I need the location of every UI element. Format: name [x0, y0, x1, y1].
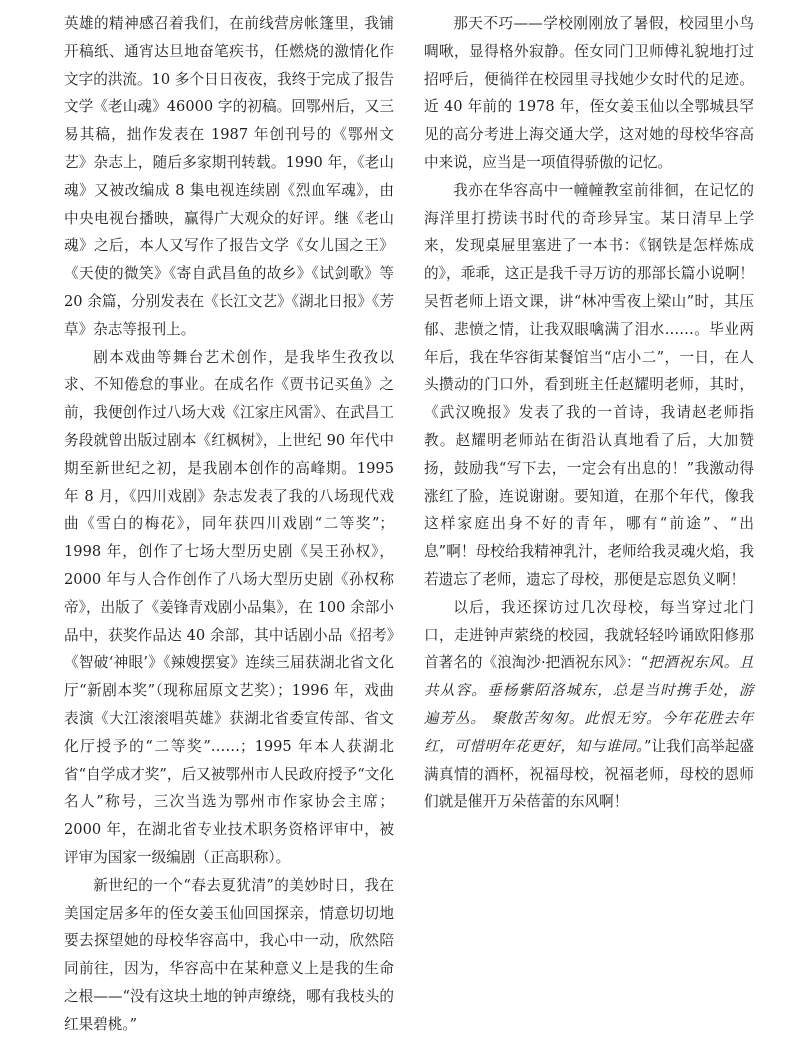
- paragraph: 英雄的精神感召着我们，在前线营房帐篷里，我铺开稿纸、通宵达旦地奋笔疾书，任燃烧的激情化作文字的洪流。10 多个日日夜夜，我终于完成了报告文学《老山魂》46000 字的初稿。回鄂州后，又三易其稿，拙作发表在 1987 年创刊号的《鄂州文艺》杂志上，随后多家期刊转载。1990 年，《老山魂》又被改编成 8 集电视连续剧《烈血军魂》，由中央电视台播映，赢得广大观众的好评。继《老山魂》之后，本人又写作了报告文学《女儿国之王》《天使的微笑》《寄自武昌鱼的故乡》《试剑歌》等 20 余篇，分别发表在《长江文艺》《湖北日报》《芳草》杂志等报刊上。: [64, 15, 394, 338]
- right-column: [424, 10, 754, 901]
- paragraph-with-poem: [424, 594, 754, 816]
- paragraph: 我亦在华容高中一幢幢教室前徘徊，在记忆的海洋里打捞读书时代的奇珍异宝。某日清早上学来，发现桌屉里塞进了一本书：《钢铁是怎样炼成的》，乖乖，这正是我千寻万访的那部长篇小说啊！吴哲老师上语文课，讲“林冲雪夜上梁山”时，其压郁、悲愤之情，让我双眼噙满了泪水……。毕业两年后，我在华容街某餐馆当“店小二”，一日，在人头攒动的门口外，看到班主任赵耀明老师，其时，《武汉晚报》发表了我的一首诗，我请赵老师指教。赵耀明老师站在街沿认真地看了后，大加赞扬，鼓励我“写下去，一定会有出息的！”我激动得涨红了脸，连说谢谢。要知道，在那个年代，像我这样家庭出身不好的青年，哪有“前途”、“出息”啊！母校给我精神乳汁，老师给我灵魂火焰，我若遗忘了老师，遗忘了母校，那便是忘恩负义啊！: [424, 181, 754, 588]
- paragraph: 新世纪的一个“春去夏犹清”的美妙时日，我在美国定居多年的侄女姜玉仙回国探亲，情意切切地要去探望她的母校华容高中，我心中一动，欣然陪同前往，因为，华容高中在某种意义上是我的生命之根——“没有这块土地的钟声缭绕，哪有我枝头的红果碧桃。”: [64, 876, 394, 1033]
- paragraph: 剧本戏曲等舞台艺术创作，是我毕生孜孜以求、不知倦怠的事业。在成名作《贾书记买鱼》之前，我便创作过八场大戏《江家庄风雷》、在武昌工务段就曾出版过剧本《红枫树》，上世纪 90 年代中期至新世纪之初，是我剧本创作的高峰期。1995 年 8 月，《四川戏剧》杂志发表了我的八场现代戏曲《雪白的梅花》，同年获四川戏剧“二等奖”；1998 年，创作了七场大型历史剧《吴王孙权》，2000 年与人合作创作了八场大型历史剧《孙权称帝》，出版了《姜锋青戏剧小品集》，在 100 余部小品中，获奖作品达 40 余部，其中话剧小品《招考》《智破‘神眼’》《辣嫂摆宴》连续三届获湖北省文化厅“新剧本奖”（现称屈原文艺奖）；1996 年，戏曲表演《大江滚滚唱英雄》获湖北省委宣传部、省文化厅授予的“二等奖”……；1995 年本人获湖北省“自学成才奖”，后又被鄂州市人民政府授予“文化名人”称号，三次当选为鄂州市作家协会主席；2000 年，在湖北省专业技术职务资格评审中，被评审为国家一级编剧（正高职称）。: [64, 348, 394, 866]
- poem-quote: 把酒祝东风。且共从容。垂杨紫陌洛城东，总是当时携手处，游遍芳丛。 聚散苦匆匆。此恨无穷。今年花胜去年红，可惜明年花更好，知与谁同。: [424, 654, 754, 755]
- left-column: [64, 10, 394, 1033]
- paragraph: 那天不巧——学校刚刚放了暑假，校园里小鸟啁啾，显得格外寂静。侄女同门卫师傅礼貌地打过招呼后，便徜徉在校园里寻找她少女时代的足迹。近 40 年前的 1978 年，侄女姜玉仙以全鄂城县罕见的高分考进上海交通大学，这对她的母校华容高中来说，应当是一项值得骄傲的记忆。: [424, 15, 754, 171]
- paragraph-text: ”让我们高举起盛满真情的酒杯，祝福母校，祝福老师，母校的恩师们就是催开万朵蓓蕾的东风啊！: [424, 737, 755, 811]
- paragraph-text: 以后，我还探访过几次母校，每当穿过北门口，走进钟声萦绕的校园，我就轻轻吟诵欧阳修那首著名的《浪淘沙·把酒祝东风》：“: [424, 598, 754, 672]
